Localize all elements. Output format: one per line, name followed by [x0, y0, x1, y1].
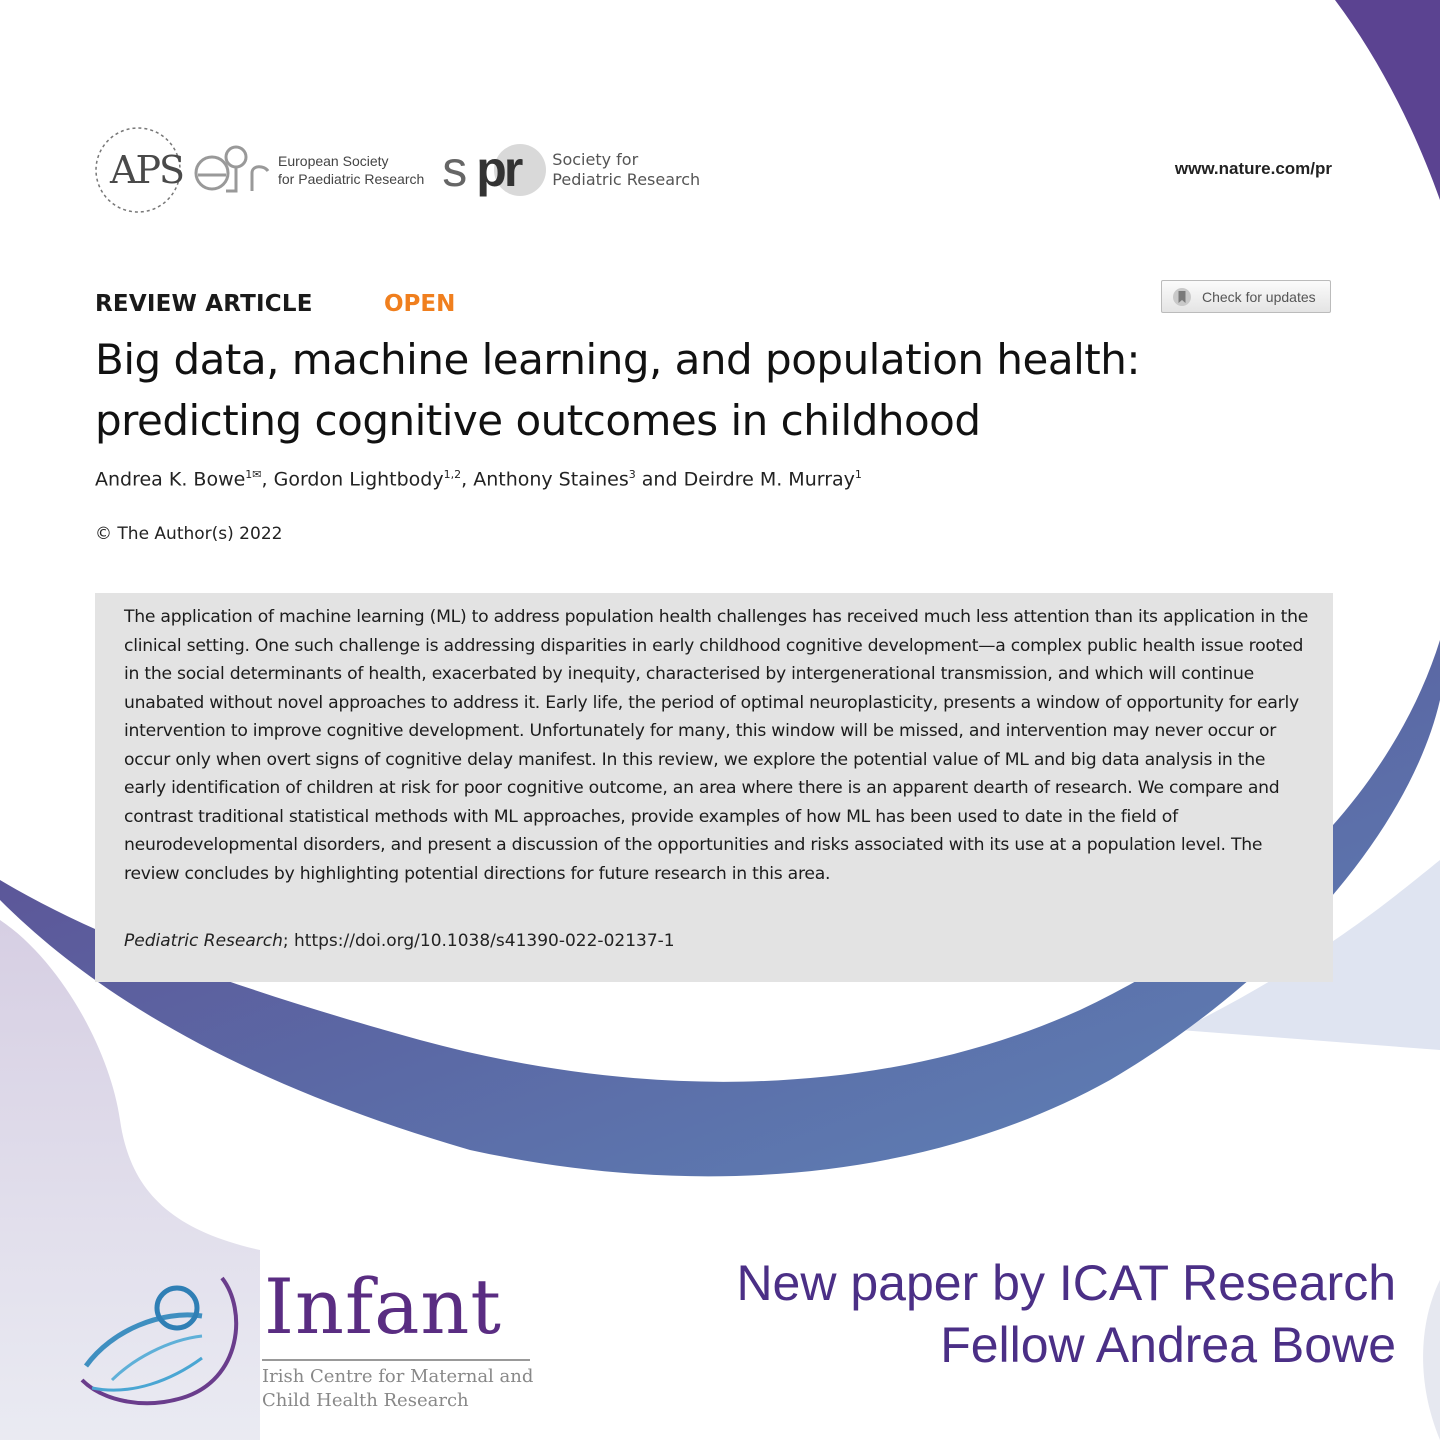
doi-link[interactable]: ; https://doi.org/10.1038/s41390-022-02137-1 [282, 931, 675, 951]
announcement-caption [736, 1252, 1396, 1376]
spr-name-line1: Society for [552, 150, 639, 169]
caption-line2: Fellow Andrea Bowe [940, 1317, 1396, 1373]
aps-logo-text: APS [110, 148, 184, 192]
journal-name: Pediatric Research [124, 931, 283, 951]
author-name[interactable]: Deirdre M. Murray [683, 468, 855, 491]
author-name[interactable]: Anthony Staines [473, 468, 629, 491]
author-list: Andrea K. Bowe$^{1✉}$, Gordon Lightbody$^{1,2}$, Anthony Staines$^3$ and Deirdre M. Murray$^1$ [95, 468, 862, 491]
espr-mark-icon [192, 139, 272, 201]
author-name[interactable]: Gordon Lightbody [273, 468, 444, 491]
society-logos [92, 122, 700, 218]
infant-logo-subtitle: Irish Centre for Maternal and Child Health Research [262, 1366, 534, 1411]
espr-logo [192, 139, 424, 201]
espr-name-line2: for Paediatric Research [278, 171, 425, 187]
author-affiliation: 1,2 [443, 468, 462, 481]
journal-url[interactable]: www.nature.com/pr [1174, 159, 1332, 178]
aps-logo [92, 124, 184, 216]
check-for-updates-label: Check for updates [1202, 288, 1316, 305]
citation [124, 931, 675, 951]
bookmark-icon [1172, 287, 1192, 307]
espr-name-line1: European Society [278, 153, 389, 169]
check-for-updates-button[interactable] [1161, 280, 1331, 313]
article-type: REVIEW ARTICLE [95, 291, 313, 317]
caption-line1: New paper by ICAT Research [736, 1255, 1396, 1311]
open-access-badge: OPEN [384, 291, 456, 317]
author-name[interactable]: Andrea K. Bowe [95, 468, 246, 491]
infant-logo-divider [262, 1359, 530, 1361]
author-affiliation: 3 [628, 468, 636, 481]
article-title: Big data, machine learning, and population health: predicting cognitive outcomes in childhood [95, 335, 1140, 445]
spr-mark-icon: s pr [442, 140, 552, 200]
copyright-notice: © The Author(s) 2022 [95, 524, 283, 544]
author-affiliation: 1 [854, 468, 862, 481]
spr-logo [442, 140, 700, 200]
infant-logo-text: Infant [264, 1262, 502, 1351]
abstract-text: The application of machine learning (ML) to address population health challenges has received much less attention than its application in the clinical setting. One such challenge is addressing disparities in early childhood cognitive development—a complex public health issue rooted in the social determinants of health, exacerbated by inequity, characterised by intergenerational transmission, and which will continue unabated without novel approaches to address it. Early life, the period of optimal neuroplasticity, presents a window of opportunity for early intervention to improve cognitive development. Unfortunately for many, this window will be missed, and intervention may never occur or occur only when overt signs of cognitive delay manifest. In this review, we explore the potential value of ML and big data analysis in the early identification of children at risk for poor cognitive outcome, an area where there is an apparent dearth of research. We compare and contrast traditional statistical methods with ML approaches, provide examples of how ML has been used to date in the field of neurodevelopmental disorders, and present a discussion of the opportunities and risks associated with its use at a population level. The review concludes by highlighting potential directions for future research in this area. [124, 607, 1309, 884]
author-affiliation: 1✉ [245, 468, 262, 481]
spr-name-line2: Pediatric Research [552, 170, 701, 189]
